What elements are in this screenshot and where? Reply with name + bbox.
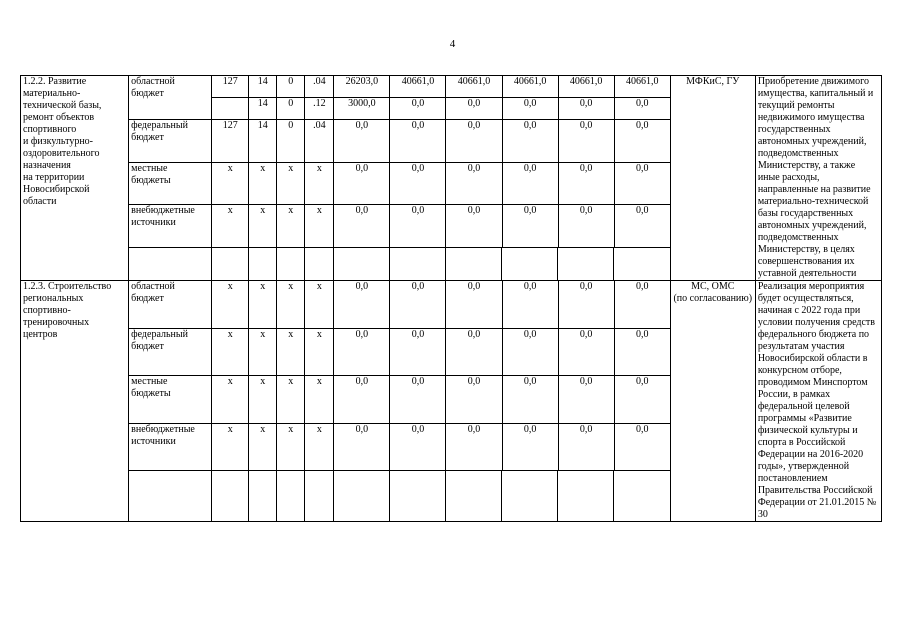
program-table [20, 75, 882, 522]
code-cell: x [212, 328, 249, 376]
funding-source: областной бюджет [129, 76, 212, 120]
value-cell: 0,0 [614, 376, 670, 424]
code-cell: 14 [249, 120, 277, 163]
value-cell: 0,0 [502, 328, 558, 376]
value-cell: 40661,0 [446, 76, 502, 98]
code-cell: .04 [305, 76, 334, 98]
value-cell: 0,0 [334, 281, 390, 329]
value-cell: 0,0 [390, 423, 446, 471]
code-cell [212, 98, 249, 120]
value-cell: 0,0 [614, 205, 670, 248]
value-cell: 0,0 [334, 376, 390, 424]
value-cell: 0,0 [502, 120, 558, 163]
code-cell: 0 [277, 120, 305, 163]
value-cell: 40661,0 [558, 76, 614, 98]
funding-source: местные бюджеты [129, 376, 212, 424]
value-cell: 26203,0 [334, 76, 390, 98]
value-cell: 40661,0 [502, 76, 558, 98]
value-cell: 0,0 [502, 423, 558, 471]
code-cell: x [277, 328, 305, 376]
value-cell: 0,0 [558, 281, 614, 329]
funding-source: федеральный бюджет [129, 328, 212, 376]
code-cell: x [212, 162, 249, 205]
expected-result: Реализация мероприятия будет осуществляться, начиная с 2022 года при условии получения средств федерального бюджета по результатам участия Новосибирской области в конкурсном отборе, проводимом Минспортом России, в рамках федеральной целевой программы «Развитие физической культуры и спорта в Российской Федерации на 2016-2020 годы», утвержденной постановлением Правительства Российской Федерации от 21.01.2015 № 30 [755, 281, 881, 522]
value-cell: 0,0 [502, 205, 558, 248]
activity-title: 1.2.3. Строительство региональных спортивно- тренировочных центров [21, 281, 129, 522]
value-cell: 0,0 [614, 98, 670, 120]
value-cell: 0,0 [446, 328, 502, 376]
value-cell: 0,0 [446, 98, 502, 120]
code-cell: x [249, 423, 277, 471]
value-cell: 0,0 [446, 120, 502, 163]
code-cell: x [249, 281, 277, 329]
expected-result: Приобретение движимого имущества, капитальный и текущий ремонты недвижимого имущества государственных автономных учреждений, подведомственных Министерству, а также иные расходы, направленные на развитие материально-технической базы государственных автономных учреждений, подведомственных Министерству, в целях совершенствования их уставной деятельности [755, 76, 881, 281]
value-cell: 0,0 [502, 376, 558, 424]
value-cell: 0,0 [446, 162, 502, 205]
value-cell: 0,0 [614, 162, 670, 205]
value-cell: 0,0 [390, 162, 446, 205]
value-cell: 0,0 [558, 376, 614, 424]
value-cell: 0,0 [390, 281, 446, 329]
executor-cell: МС, ОМС (по согласованию) [670, 281, 755, 522]
code-cell: x [249, 376, 277, 424]
value-cell: 0,0 [558, 162, 614, 205]
code-cell: x [305, 423, 334, 471]
spacer-cell [129, 471, 671, 522]
value-cell: 40661,0 [390, 76, 446, 98]
funding-source: внебюджетные источники [129, 205, 212, 248]
page-number: 4 [449, 38, 456, 50]
code-cell: x [305, 281, 334, 329]
value-cell: 0,0 [446, 281, 502, 329]
value-cell: 40661,0 [614, 76, 670, 98]
value-cell: 0,0 [390, 205, 446, 248]
value-cell: 0,0 [558, 205, 614, 248]
value-cell: 0,0 [614, 328, 670, 376]
code-cell: x [249, 162, 277, 205]
code-cell: 14 [249, 98, 277, 120]
value-cell: 0,0 [614, 281, 670, 329]
value-cell: 0,0 [390, 120, 446, 163]
value-cell: 0,0 [614, 423, 670, 471]
code-cell: x [212, 205, 249, 248]
funding-source: местные бюджеты [129, 162, 212, 205]
code-cell: x [277, 205, 305, 248]
code-cell: x [277, 423, 305, 471]
code-cell: 14 [249, 76, 277, 98]
value-cell: 0,0 [558, 98, 614, 120]
funding-source: федеральный бюджет [129, 120, 212, 163]
spacer-cell [129, 248, 671, 281]
value-cell: 0,0 [558, 120, 614, 163]
code-cell: .12 [305, 98, 334, 120]
table-row [21, 281, 882, 329]
value-cell: 0,0 [446, 376, 502, 424]
value-cell: 0,0 [502, 162, 558, 205]
activity-title: 1.2.2. Развитие материально- технической базы, ремонт объектов спортивного и физкультурно- оздоровительного назначения на территории Новосибирской области [21, 76, 129, 281]
value-cell: 0,0 [446, 423, 502, 471]
value-cell: 3000,0 [334, 98, 390, 120]
value-cell: 0,0 [502, 281, 558, 329]
code-cell: 0 [277, 76, 305, 98]
code-cell: 127 [212, 120, 249, 163]
value-cell: 0,0 [446, 205, 502, 248]
value-cell: 0,0 [334, 423, 390, 471]
value-cell: 0,0 [390, 376, 446, 424]
funding-source: внебюджетные источники [129, 423, 212, 471]
value-cell: 0,0 [390, 328, 446, 376]
code-cell: x [277, 162, 305, 205]
code-cell: x [305, 205, 334, 248]
value-cell: 0,0 [614, 120, 670, 163]
code-cell: x [249, 328, 277, 376]
code-cell: x [212, 423, 249, 471]
code-cell: x [305, 376, 334, 424]
code-cell: .04 [305, 120, 334, 163]
executor-cell: МФКиС, ГУ [670, 76, 755, 281]
value-cell: 0,0 [502, 98, 558, 120]
value-cell: 0,0 [334, 205, 390, 248]
code-cell: 0 [277, 98, 305, 120]
code-cell: x [277, 281, 305, 329]
code-cell: x [305, 328, 334, 376]
value-cell: 0,0 [334, 120, 390, 163]
value-cell: 0,0 [334, 162, 390, 205]
code-cell: x [277, 376, 305, 424]
code-cell: x [249, 205, 277, 248]
value-cell: 0,0 [558, 423, 614, 471]
table-row [21, 76, 882, 98]
value-cell: 0,0 [558, 328, 614, 376]
value-cell: 0,0 [390, 98, 446, 120]
code-cell: 127 [212, 76, 249, 98]
funding-source: областной бюджет [129, 281, 212, 329]
value-cell: 0,0 [334, 328, 390, 376]
code-cell: x [212, 281, 249, 329]
code-cell: x [305, 162, 334, 205]
code-cell: x [212, 376, 249, 424]
